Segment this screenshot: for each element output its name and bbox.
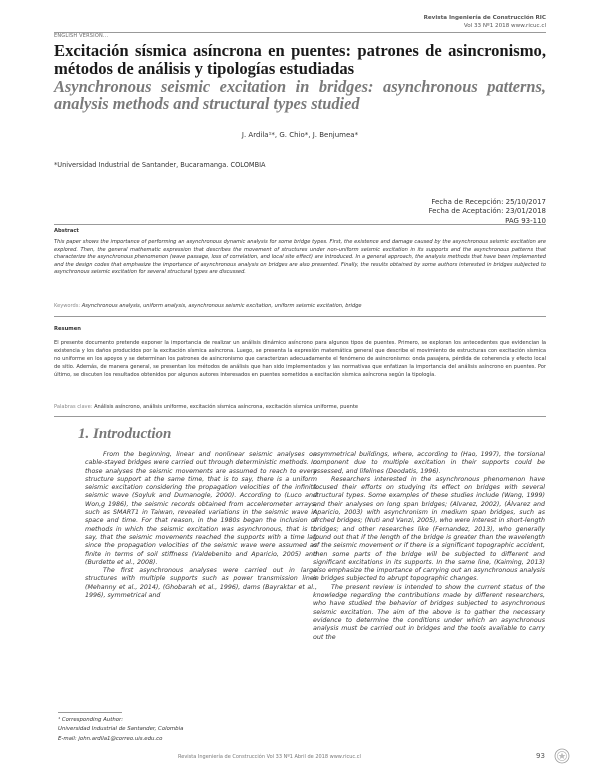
abstract-bottom-divider [54, 316, 546, 317]
accepted-date: Fecha de Aceptación: 23/01/2018 [428, 207, 546, 216]
journal-name: Revista Ingeniería de Construcción [423, 15, 534, 21]
page-number: 93 [536, 752, 545, 760]
section-title-introduction: 1. Introduction [78, 426, 172, 442]
volume-line: Vol 33 Nº1 2018 [463, 23, 510, 29]
keywords-list: Asynchronous analysis, uniform analysis, asynchronous seismic excitation, uniform seismic excitation, bridge [81, 303, 362, 309]
abstract-body: This paper shows the importance of performing an asynchronous dynamic analysis for some bridge types. First, the existence and damage caused by the asynchronous seismic excitation are explored. Then, the general mathematic expression that describes the movement of structures under non-uniform seismic excitation in its supports and the asynchronous patterns that characterize the asynchronous phenomenon (wave passage, loss of correlation, and local site effect) are introduced. In a general approach, the analysis methods that have been implemented and the design codes that emphasize the importance of asynchronous analysis on bridges are also presented. Finally, the results obtained by some authors interested in bridges subjected to asynchronous seismic excitation for several structural types are discussed. [54, 239, 546, 276]
page-range: PAG 93-110 [505, 216, 546, 225]
affiliation: *Universidad Industrial de Santander, Bucaramanga. COLOMBIA [54, 161, 266, 169]
footnote-email[interactable]: E-mail: john.ardila1@correo.uis.edu.co [58, 735, 163, 742]
palabras-clave-label: Palabras clave: [54, 404, 93, 410]
resumen-bottom-divider [54, 416, 546, 417]
header-divider [54, 32, 546, 33]
abstract-heading: Abstract [54, 228, 79, 234]
journal-header [424, 14, 546, 30]
university-seal-icon [554, 748, 570, 764]
paragraph: asymmetrical buildings, where, according to (Hao, 1997), the torsional component due to multiple excitation in their supports could be assessed, and lifelines (Deodatis, 1996). [313, 451, 545, 475]
footnote [58, 716, 298, 744]
publication-dates [429, 198, 546, 226]
paragraph: Researchers interested in the asynchronous phenomenon have focused their efforts on studying its effect on bridges with several structural types. Some examples of these studies include (Wang, 1999) and their analyses on long span bridges; (Alvarez, 2002), (Álvarez and Aparicio, 2003) with asynchronism in medium span bridges, such as arched bridges; (Nuti and Vanzi, 2005), who were interest in short-length bridges; and other researches like (Fernandez, 2013), who generally found out that if the length of the bridge is greater than the wavelength of the seismic movement or if there is a significant topographic accident, then some parts of the bridge will be subjected to different and significant excitations in its supports. In the same line, (Kaiming, 2013) also emphasize the importance of carrying out an asynchronous analysis in bridges subjected to abrupt topographic changes. [313, 475, 545, 583]
abstract-keywords [54, 303, 546, 309]
paper-title-english: Asynchronous seismic excitation in bridges: asynchronous patterns, analysis methods and structural types studied [54, 77, 546, 113]
footer-journal-info: Revista Ingeniería de Construcción Vol 33 Nº1 Abril de 2018 www.ricuc.cl [178, 754, 361, 760]
version-label: ENGLISH VERSION... [54, 33, 109, 39]
intro-right-column [313, 451, 545, 642]
paragraph: From the beginning, linear and nonlinear seismic analyses on cable-stayed bridges were carried out through deterministic methods. In those analyses the seismic movements are assumed to reach to every structure support at the same time, that is to say, there is a uniform seismic excitation considering the propagation velocities of the infinite seismic wave (Soyluk and Dumanogle, 2000). According to (Luco and Won,g 1986), the seismic records obtained from accelerometer arrays, such as SMART1 in Taiwan, revealed variations in the seismic wave in space and time. For that reason, in the 1980s began the inclusion of methods in which the seismic excitation was asynchronous, that is to say, that the seismic movements reached the supports with a time lag since the propagation velocities of the seismic wave were assumed as finite in terms of soil stiffness (Valdebenito and Aparicio, 2005) and (Burdette et al., 2008). [85, 451, 317, 566]
journal-website[interactable]: www.ricuc.cl [511, 23, 546, 29]
palabras-clave-list: Análisis asíncrono, análisis uniforme, excitación sísmica asíncrona, excitación sísmica uniforme, puente [94, 404, 358, 410]
footnote-institution: Universidad Industrial de Santander, Colombia [58, 726, 184, 733]
resumen-body: El presente documento pretende exponer la importancia de realizar un análisis dinámico asíncrono para algunos tipos de puentes. Primero, se exploran los antecedentes que evidencian la existencia y los daños producidos por la excitación sísmica asíncrona. Luego, se presenta la expresión matemática general que describe el movimiento de estructuras con excitación sísmica no uniforme en los apoyos y se determinan los patrones de asincronismo que caracterizan adecuadamente el fenómeno de asincronismo: onda pasajera, pérdida de coherencia y efecto local de sitio. Además, de manera general, se presentan los métodos de análisis que han sido implementados y las normativas que enfatizan la importancia del análisis asíncrono en puentes. Por último, se discuten los resultados obtenidos por algunos autores interesados en puentes sometidos a excitación sísmica asíncrona según la tipología. [54, 340, 546, 378]
keywords-label: Keywords: [54, 303, 81, 309]
paragraph: The present review is intended to show the current status of the knowledge regarding the contributions made by different researchers, who have studied the behavior of bridges subjected to asynchronous seismic excitation. The aim of the above is to gather the necessary evidence to determine the conditions under which an asynchronous analysis must be carried out in bridges and the tools available to carry out the [313, 583, 545, 641]
abstract-top-divider [54, 224, 546, 225]
received-date: Fecha de Recepción: 25/10/2017 [431, 198, 546, 206]
authors: J. Ardila¹*, G. Chio*, J. Benjumea* [241, 131, 359, 139]
resumen-heading: Resumen [54, 326, 81, 332]
resumen-keywords [54, 404, 546, 410]
footnote-divider [58, 712, 122, 713]
paragraph: The first asynchronous analyses were carried out in large structures with multiple supports such as power transmission lines (Mehanny et al., 2014), (Ghobarah et al., 1996), dams (Bayraktar et al., 1996), symmetrical and [85, 567, 317, 600]
journal-abbrev: RIC [535, 15, 546, 21]
paper-title-spanish: Excitación sísmica asíncrona en puentes: patrones de asincronismo, métodos de análisis y tipologías estudiadas [54, 41, 546, 78]
footnote-corresponding: ¹ Corresponding Author: [58, 717, 124, 723]
intro-left-column [85, 451, 317, 600]
